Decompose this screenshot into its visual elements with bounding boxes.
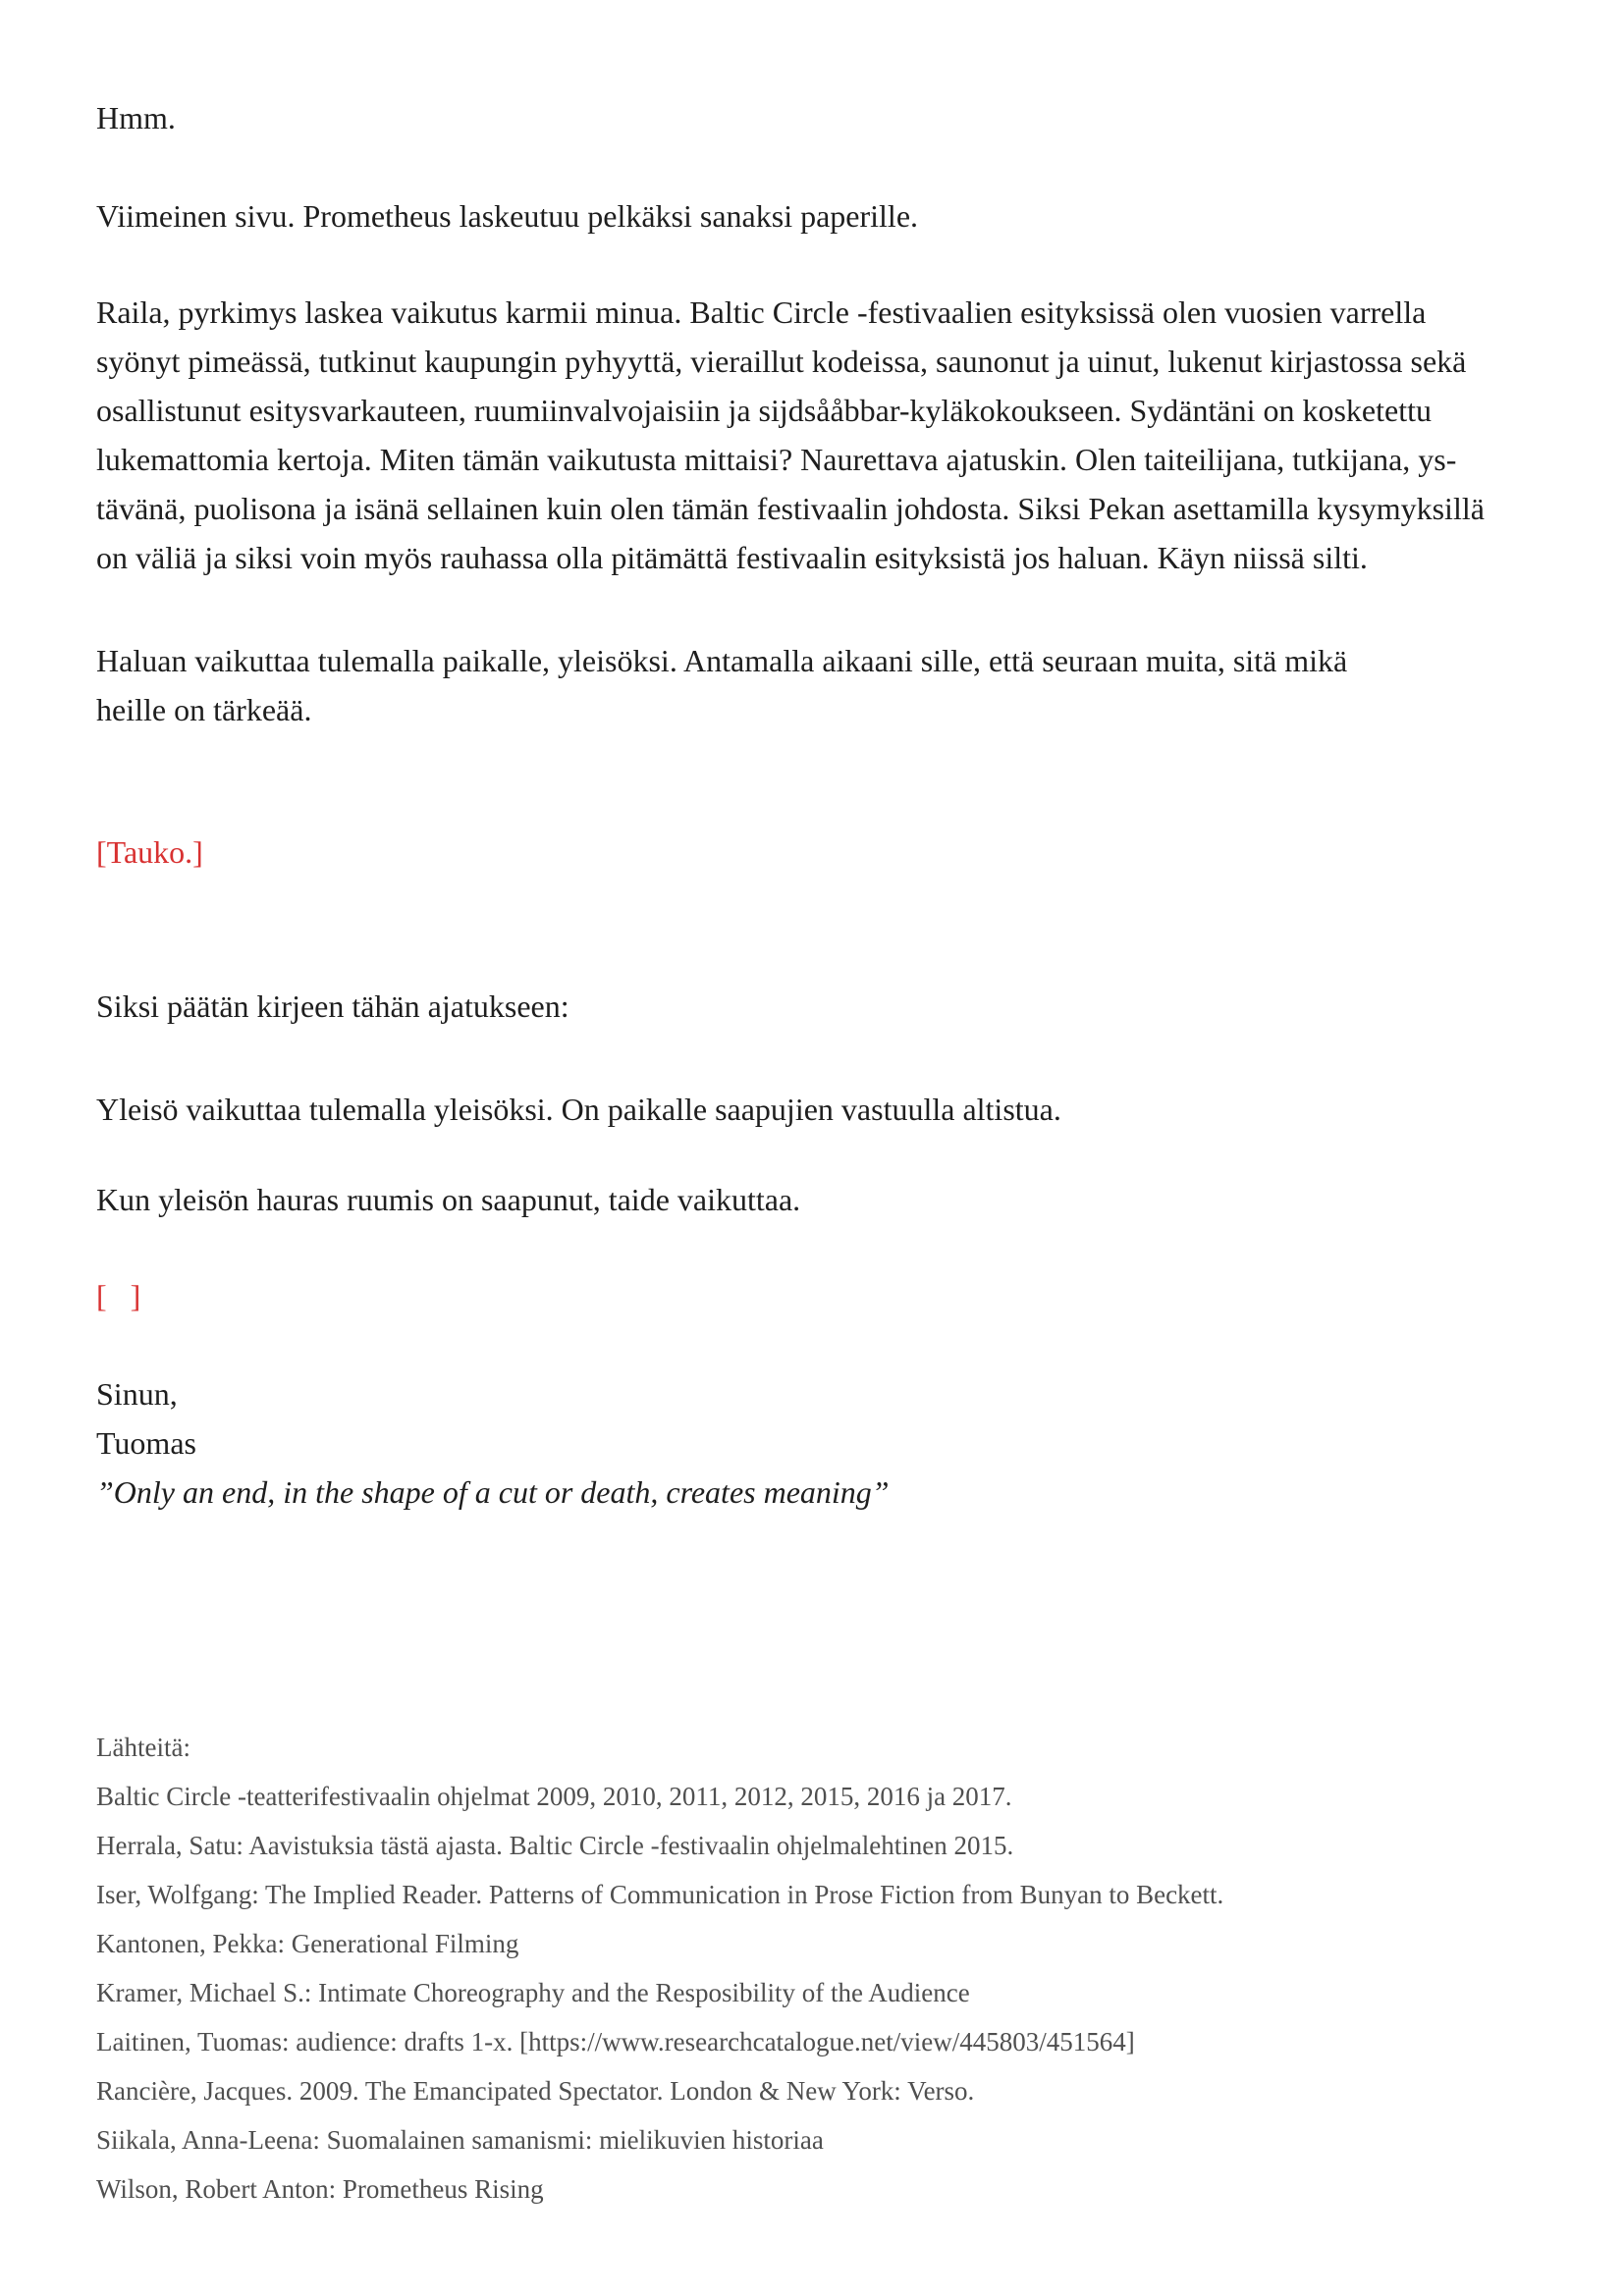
reference-item: Wilson, Robert Anton: Prometheus Rising [96,2174,544,2204]
paragraph-line: Raila, pyrkimys laskea vaikutus karmii minua. Baltic Circle -festivaalien esityksissä olen vuosien varrella [96,294,1427,330]
paragraph-line: lukemattomia kertoja. Miten tämän vaikutusta mittaisi? Naurettava ajatuskin. Olen taiteilijana, tutkijana, ys- [96,442,1457,477]
reference-item: Rancière, Jacques. 2009. The Emancipated Spectator. London & New York: Verso. [96,2076,975,2106]
paragraph-line: Haluan vaikuttaa tulemalla paikalle, yleisöksi. Antamalla aikaani sille, että seuraan muita, sitä mikä [96,643,1348,678]
signature-block [96,1369,1530,1517]
empty-brackets-marker: [ ] [96,1278,141,1313]
reference-item: Kramer, Michael S.: Intimate Choreography and the Resposibility of the Audience [96,1978,970,2007]
reference-item: Iser, Wolfgang: The Implied Reader. Patterns of Communication in Prose Fiction from Bunyan to Beckett. [96,1880,1224,1909]
closing-quote: ”Only an end, in the shape of a cut or death, creates meaning” [96,1474,890,1510]
paragraph-line: osallistunut esitysvarkauteen, ruumiinvalvojaisiin ja sijdsååbbar-kyläkokoukseen. Sydäntäni on kosketettu [96,393,1432,428]
reference-item: Baltic Circle -teatterifestivaalin ohjelmat 2009, 2010, 2011, 2012, 2015, 2016 ja 2017. [96,1782,1012,1811]
closing-intro-line: Siksi päätän kirjeen tähän ajatukseen: [96,988,569,1024]
opening-line: Hmm. [96,100,176,135]
paragraph-line: syönyt pimeässä, tutkinut kaupungin pyhyyttä, vieraillut kodeissa, saunonut ja uinut, lukenut kirjastossa sekä [96,344,1467,379]
reference-item: Kantonen, Pekka: Generational Filming [96,1929,519,1958]
signoff-line: Sinun, [96,1376,178,1412]
paragraph-haluan [96,636,1530,734]
reference-item: Siikala, Anna-Leena: Suomalainen samanismi: mielikuvien historiaa [96,2125,824,2155]
statement-line-2: Kun yleisön hauras ruumis on saapunut, taide vaikuttaa. [96,1182,801,1217]
signature-name: Tuomas [96,1425,196,1461]
paragraph-line: on väliä ja siksi voin myös rauhassa olla pitämättä festivaalin esityksistä jos haluan. Käyn niissä silti. [96,540,1368,575]
last-page-line: Viimeinen sivu. Prometheus laskeutuu pelkäksi sanaksi paperille. [96,198,919,234]
letter-page [96,93,1530,2214]
paragraph-line: tävänä, puolisona ja isänä sellainen kuin olen tämän festivaalin johdosta. Siksi Pekan asettamilla kysymyksillä [96,491,1485,526]
paragraph-raila [96,288,1530,582]
paragraph-line: heille on tärkeää. [96,692,312,727]
references-heading: Lähteitä: [96,1733,190,1762]
statement-line-1: Yleisö vaikuttaa tulemalla yleisöksi. On paikalle saapujien vastuulla altistua. [96,1092,1061,1127]
reference-item: Herrala, Satu: Aavistuksia tästä ajasta. Baltic Circle -festivaalin ohjelmalehtinen 2015. [96,1831,1014,1860]
pause-marker: [Tauko.] [96,834,203,870]
reference-item: Laitinen, Tuomas: audience: drafts 1-x. [https://www.researchcatalogue.net/view/445803/451564] [96,2027,1135,2056]
references-section [96,1723,1530,2214]
